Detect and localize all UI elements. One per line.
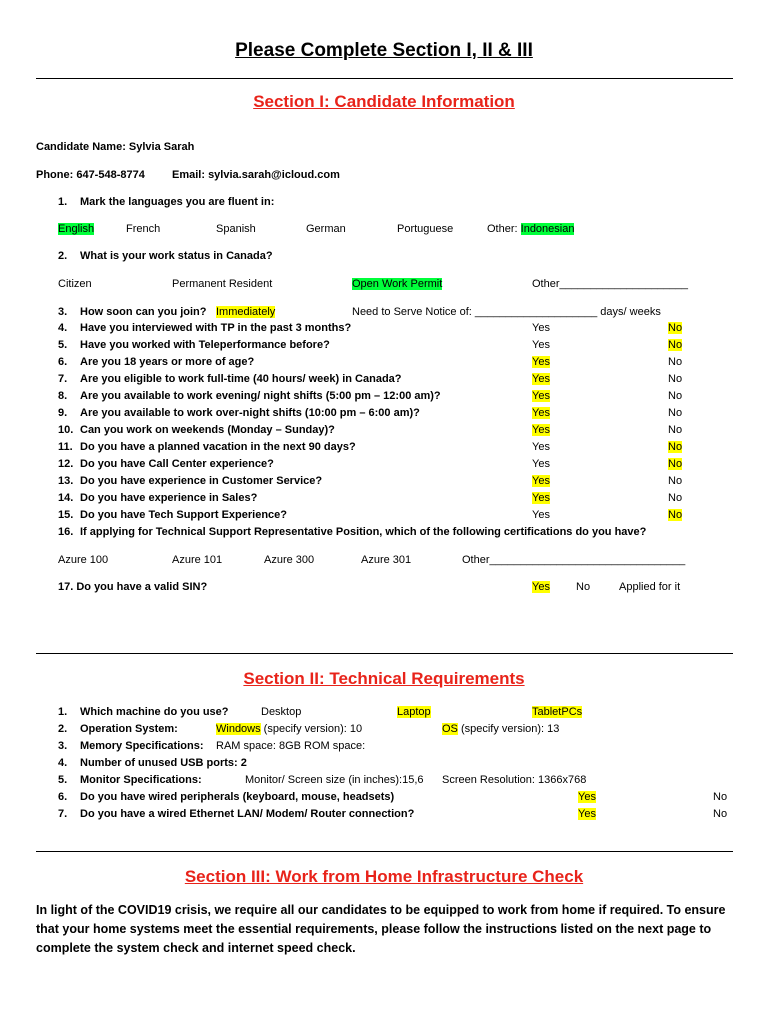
q16-number: 16. bbox=[58, 526, 74, 538]
page-title: Please Complete Section I, II & III bbox=[235, 40, 533, 61]
q1-text: Mark the languages you are fluent in: bbox=[80, 196, 275, 208]
question-text: Are you 18 years or more of age? bbox=[80, 356, 255, 368]
lang-portuguese: Portuguese bbox=[397, 223, 454, 235]
cert-azure-300: Azure 300 bbox=[264, 554, 315, 566]
tech-row-number: 2. bbox=[58, 723, 68, 735]
divider bbox=[36, 653, 733, 654]
question-number: 5. bbox=[58, 339, 68, 351]
answer-yes: Yes bbox=[532, 339, 550, 351]
answer-yes: Yes bbox=[532, 475, 550, 487]
q2-text: What is your work status in Canada? bbox=[80, 250, 273, 262]
status-permanent-resident: Permanent Resident bbox=[172, 278, 273, 290]
lang-english: English bbox=[58, 223, 95, 235]
monitor-resolution: Screen Resolution: 1366x768 bbox=[442, 774, 587, 786]
divider bbox=[36, 78, 733, 79]
question-text: Have you worked with Teleperformance before? bbox=[80, 339, 330, 351]
answer-yes: Yes bbox=[532, 407, 550, 419]
question-number: 4. bbox=[58, 322, 68, 334]
answer-no: No bbox=[668, 373, 683, 385]
candidate-email: Email: sylvia.sarah@icloud.com bbox=[172, 169, 340, 181]
memory-value: RAM space: 8GB ROM space: bbox=[216, 740, 366, 752]
tech-row-number: 4. bbox=[58, 757, 68, 769]
q17-no: No bbox=[576, 581, 591, 593]
section-1-title: Section I: Candidate Information bbox=[253, 92, 515, 111]
q3-notice: Need to Serve Notice of: ____________________ days/ weeks bbox=[352, 306, 661, 318]
tech-row-number: 3. bbox=[58, 740, 68, 752]
machine-desktop: Desktop bbox=[261, 706, 302, 718]
question-text: Do you have experience in Customer Service? bbox=[80, 475, 323, 487]
answer-no: No bbox=[668, 390, 683, 402]
question-text: Have you interviewed with TP in the past 3 months? bbox=[80, 322, 352, 334]
answer-no: No bbox=[668, 322, 683, 334]
q17-text: 17. Do you have a valid SIN? bbox=[58, 581, 208, 593]
cert-other: Other________________________________ bbox=[462, 554, 686, 566]
answer-no: No bbox=[668, 407, 683, 419]
machine-tablet: TabletPCs bbox=[532, 706, 583, 718]
question-number: 6. bbox=[58, 356, 68, 368]
answer-yes: Yes bbox=[532, 441, 550, 453]
answer-yes: Yes bbox=[532, 458, 550, 470]
tech-row-label: Do you have wired peripherals (keyboard, mouse, headsets) bbox=[80, 791, 395, 803]
question-number: 14. bbox=[58, 492, 74, 504]
cert-azure-101: Azure 101 bbox=[172, 554, 223, 566]
tech-row-number: 6. bbox=[58, 791, 68, 803]
question-text: Can you work on weekends (Monday – Sunday)? bbox=[80, 424, 335, 436]
status-open-work-permit: Open Work Permit bbox=[352, 278, 443, 290]
question-text: Do you have experience in Sales? bbox=[80, 492, 258, 504]
candidate-phone: Phone: 647-548-8774 bbox=[36, 169, 145, 181]
tech-row-label: Operation System: bbox=[80, 723, 178, 735]
lang-french: French bbox=[126, 223, 161, 235]
status-other: Other_____________________ bbox=[532, 278, 688, 290]
tech-row-label: Monitor Specifications: bbox=[80, 774, 202, 786]
question-text: Are you eligible to work full-time (40 hours/ week) in Canada? bbox=[80, 373, 402, 385]
question-number: 13. bbox=[58, 475, 74, 487]
answer-yes: Yes bbox=[532, 356, 550, 368]
question-text: Do you have Tech Support Experience? bbox=[80, 509, 288, 521]
answer-yes: Yes bbox=[532, 373, 550, 385]
machine-laptop: Laptop bbox=[397, 706, 431, 718]
q17-applied: Applied for it bbox=[619, 581, 681, 593]
status-citizen: Citizen bbox=[58, 278, 92, 290]
question-text: Are you available to work over-night shifts (10:00 pm – 6:00 am)? bbox=[80, 407, 420, 419]
question-text: Do you have Call Center experience? bbox=[80, 458, 274, 470]
answer-no: No bbox=[668, 441, 683, 453]
answer-yes: Yes bbox=[532, 492, 550, 504]
os-windows: Windows (specify version): 10 bbox=[216, 723, 363, 735]
tech-row-label: Memory Specifications: bbox=[80, 740, 204, 752]
answer-no: No bbox=[668, 356, 683, 368]
question-number: 9. bbox=[58, 407, 68, 419]
lang-german: German bbox=[306, 223, 346, 235]
question-number: 11. bbox=[58, 441, 73, 453]
ethernet-yes: Yes bbox=[578, 808, 596, 820]
question-number: 8. bbox=[58, 390, 68, 402]
tech-row-label: Number of unused USB ports: 2 bbox=[80, 757, 247, 769]
answer-no: No bbox=[668, 475, 683, 487]
q16-text: If applying for Technical Support Representative Position, which of the following certifications do you have? bbox=[80, 526, 647, 538]
tech-row-label: Which machine do you use? bbox=[80, 706, 229, 718]
answer-no: No bbox=[668, 509, 683, 521]
question-text: Are you available to work evening/ night shifts (5:00 pm – 12:00 am)? bbox=[80, 390, 441, 402]
peripherals-yes: Yes bbox=[578, 791, 596, 803]
q1-number: 1. bbox=[58, 196, 68, 208]
q2-number: 2. bbox=[58, 250, 68, 262]
answer-yes: Yes bbox=[532, 390, 550, 402]
answer-yes: Yes bbox=[532, 424, 550, 436]
lang-spanish: Spanish bbox=[216, 223, 256, 235]
monitor-size: Monitor/ Screen size (in inches):15,6 bbox=[245, 774, 424, 786]
q3-text: How soon can you join? bbox=[80, 306, 207, 318]
question-number: 15. bbox=[58, 509, 74, 521]
question-number: 7. bbox=[58, 373, 68, 385]
q17-yes: Yes bbox=[532, 581, 550, 593]
answer-no: No bbox=[668, 458, 683, 470]
divider bbox=[36, 851, 733, 852]
section-3-paragraph: In light of the COVID19 crisis, we require all our candidates to be equipped to work from home if required. To ensure that your home systems meet the essential requirements, please follow the instructions listed on the next page to complete the system check and internet speed check. bbox=[36, 903, 726, 955]
q3-answer: Immediately bbox=[216, 306, 276, 318]
answer-yes: Yes bbox=[532, 322, 550, 334]
os-other: OS (specify version): 13 bbox=[442, 723, 560, 735]
cert-azure-301: Azure 301 bbox=[361, 554, 412, 566]
tech-row-label: Do you have a wired Ethernet LAN/ Modem/ Router connection? bbox=[80, 808, 415, 820]
answer-no: No bbox=[668, 492, 683, 504]
ethernet-no: No bbox=[713, 808, 728, 820]
answer-yes: Yes bbox=[532, 509, 550, 521]
question-text: Do you have a planned vacation in the next 90 days? bbox=[80, 441, 356, 453]
tech-row-number: 1. bbox=[58, 706, 68, 718]
tech-row-number: 5. bbox=[58, 774, 68, 786]
candidate-name: Candidate Name: Sylvia Sarah bbox=[36, 141, 195, 153]
answer-no: No bbox=[668, 339, 683, 351]
section-2-title: Section II: Technical Requirements bbox=[243, 669, 525, 688]
answer-no: No bbox=[668, 424, 683, 436]
peripherals-no: No bbox=[713, 791, 728, 803]
question-number: 12. bbox=[58, 458, 74, 470]
lang-other: Other: Indonesian bbox=[487, 223, 575, 235]
question-number: 10. bbox=[58, 424, 74, 436]
q3-number: 3. bbox=[58, 306, 68, 318]
section-3-title: Section III: Work from Home Infrastructure Check bbox=[184, 867, 584, 886]
cert-azure-100: Azure 100 bbox=[58, 554, 109, 566]
tech-row-number: 7. bbox=[58, 808, 68, 820]
